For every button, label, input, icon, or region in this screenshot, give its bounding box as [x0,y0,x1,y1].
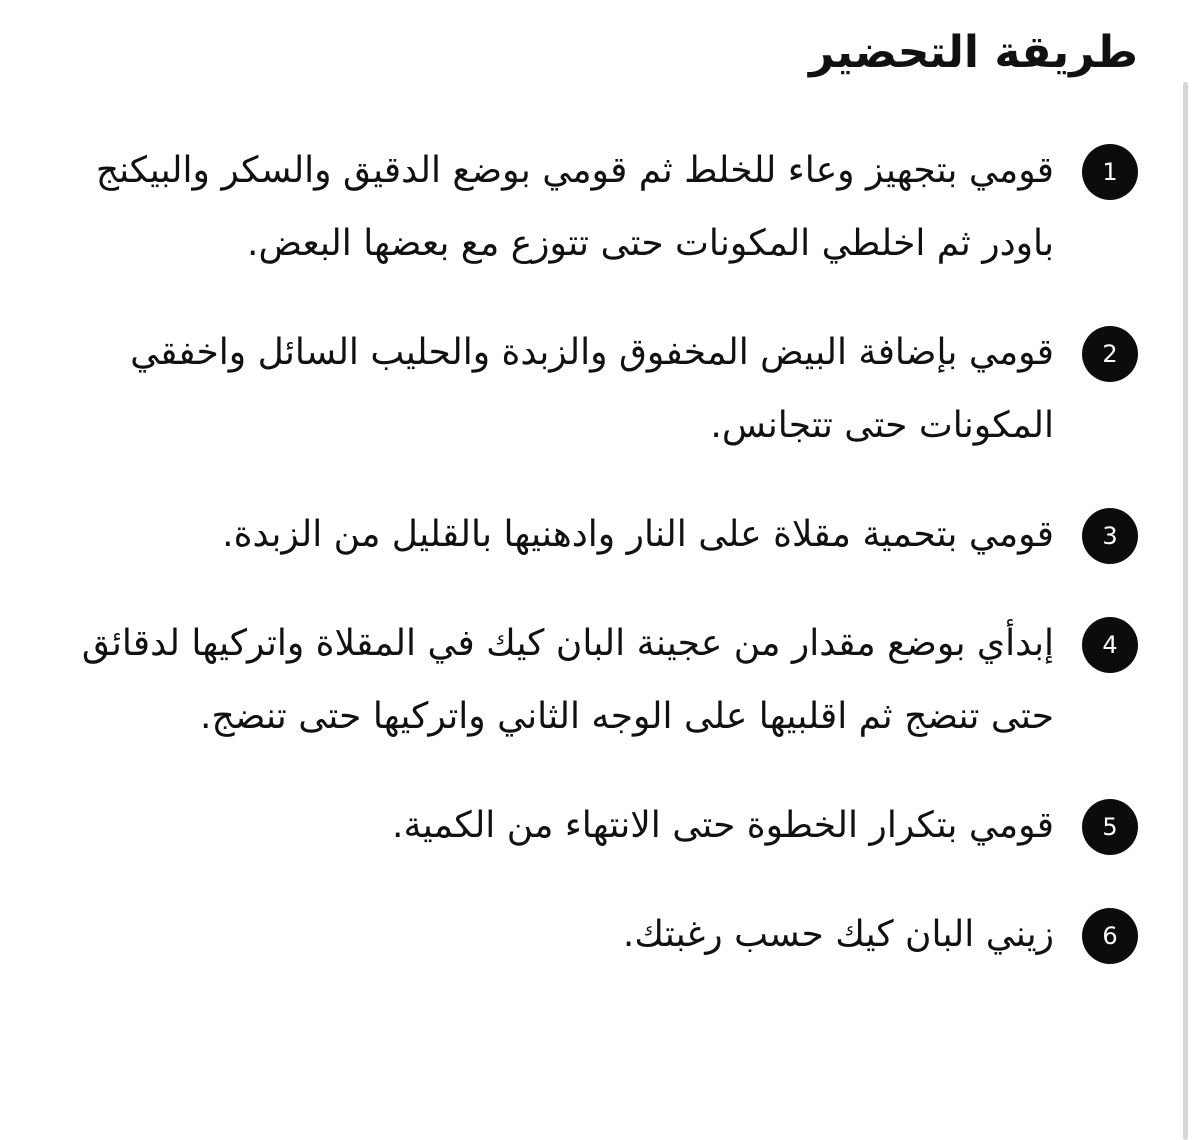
step-item-2 [58,316,1138,462]
step-number-badge: 4 [1082,617,1138,673]
step-text: قومي بتكرار الخطوة حتى الانتهاء من الكمية. [392,805,1054,846]
step-item-6 [58,898,1138,971]
step-item-5 [58,789,1138,862]
step-item-4 [58,607,1138,753]
step-number-badge: 1 [1082,144,1138,200]
step-text: زيني البان كيك حسب رغبتك. [622,914,1054,955]
step-number-badge: 6 [1082,908,1138,964]
steps-list [58,134,1138,971]
step-text: قومي بتجهيز وعاء للخلط ثم قومي بوضع الدقيق والسكر والبيكنج باودر ثم اخلطي المكونات حتى تتوزع مع بعضها البعض. [95,150,1054,264]
vertical-scrollbar[interactable] [1183,82,1188,1140]
step-item-1 [58,134,1138,280]
step-text: قومي بإضافة البيض المخفوق والزبدة والحليب السائل واخفقي المكونات حتى تتجانس. [130,332,1054,446]
step-number-badge: 2 [1082,326,1138,382]
step-item-3 [58,498,1138,571]
section-title: طريقة التحضير [809,27,1138,78]
step-number-badge: 3 [1082,508,1138,564]
step-text: قومي بتحمية مقلاة على النار وادهنيها بالقليل من الزبدة. [222,514,1054,555]
step-text: إبدأي بوضع مقدار من عجينة البان كيك في المقلاة واتركيها لدقائق حتى تنضج ثم اقلبيها على الوجه الثاني واتركيها حتى تنضج. [81,623,1054,737]
step-number-badge: 5 [1082,799,1138,855]
